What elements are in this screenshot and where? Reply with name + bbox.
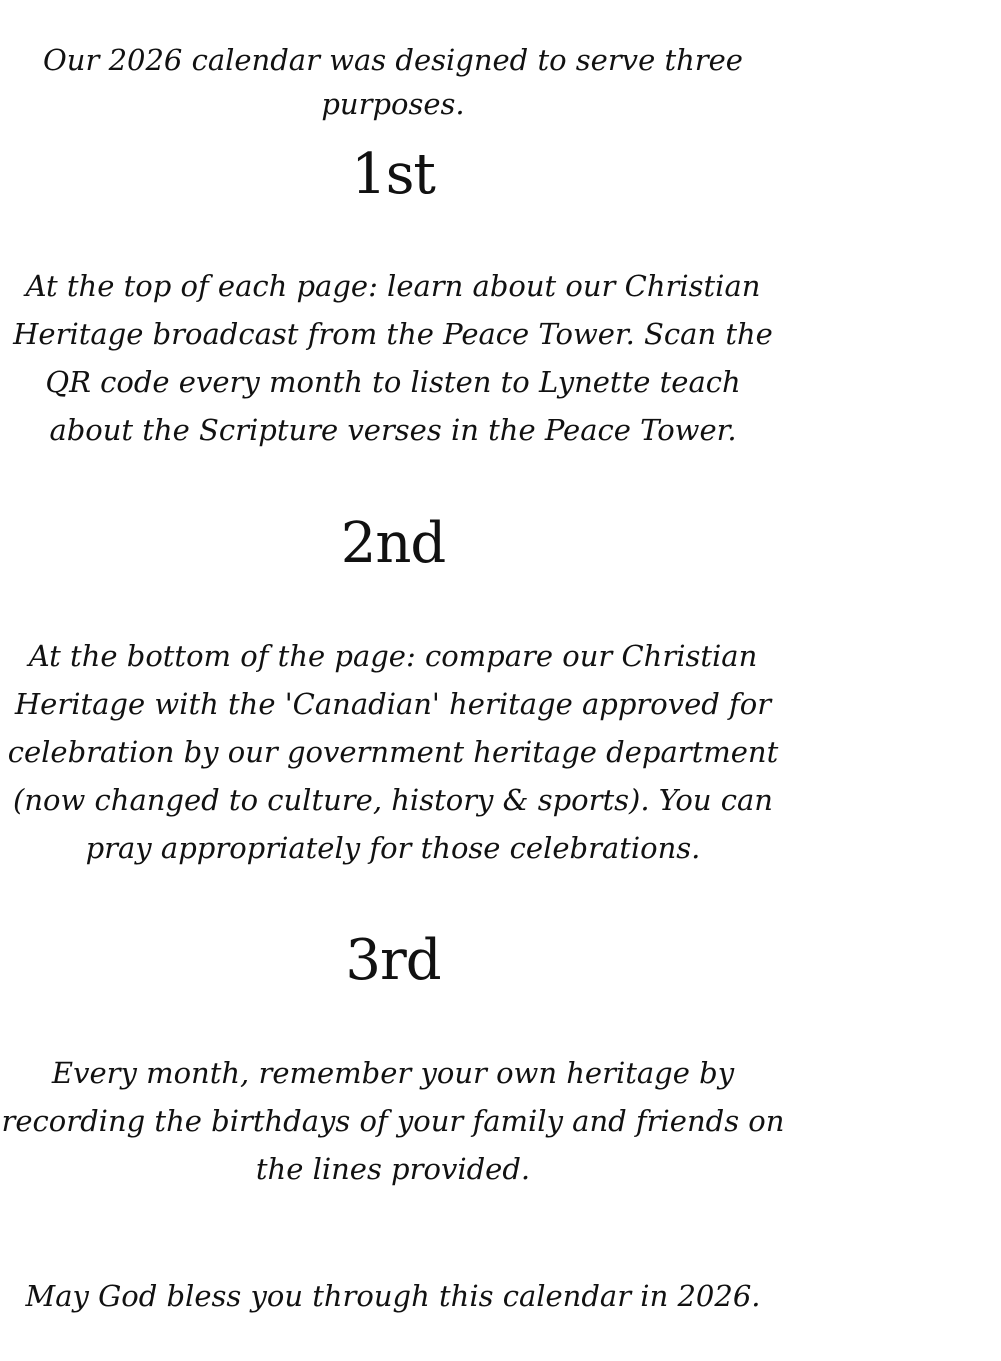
section-text-second: At the bottom of the page: compare our Christian Heritage with the 'Canadian' heritage approved for celebration by our government heritage department (now changed to culture, history & sports). You can pray appropriately for those celebrations.: [7, 639, 779, 865]
section-heading-first: 1st: [351, 142, 435, 207]
closing-blessing: May God bless you through this calendar in 2026.: [25, 1279, 761, 1313]
section-text-third: Every month, remember your own heritage by recording the birthdays of your family and friends on the lines provided.: [1, 1056, 785, 1186]
section-heading-third: 3rd: [345, 928, 441, 993]
intro-text: Our 2026 calendar was designed to serve three purposes.: [43, 43, 743, 121]
section-heading-second: 2nd: [340, 511, 446, 576]
section-text-first: At the top of each page: learn about our Christian Heritage broadcast from the Peace Tower. Scan the QR code every month to listen to Lynette teach about the Scripture verses in the Peace Tower.: [13, 269, 773, 447]
